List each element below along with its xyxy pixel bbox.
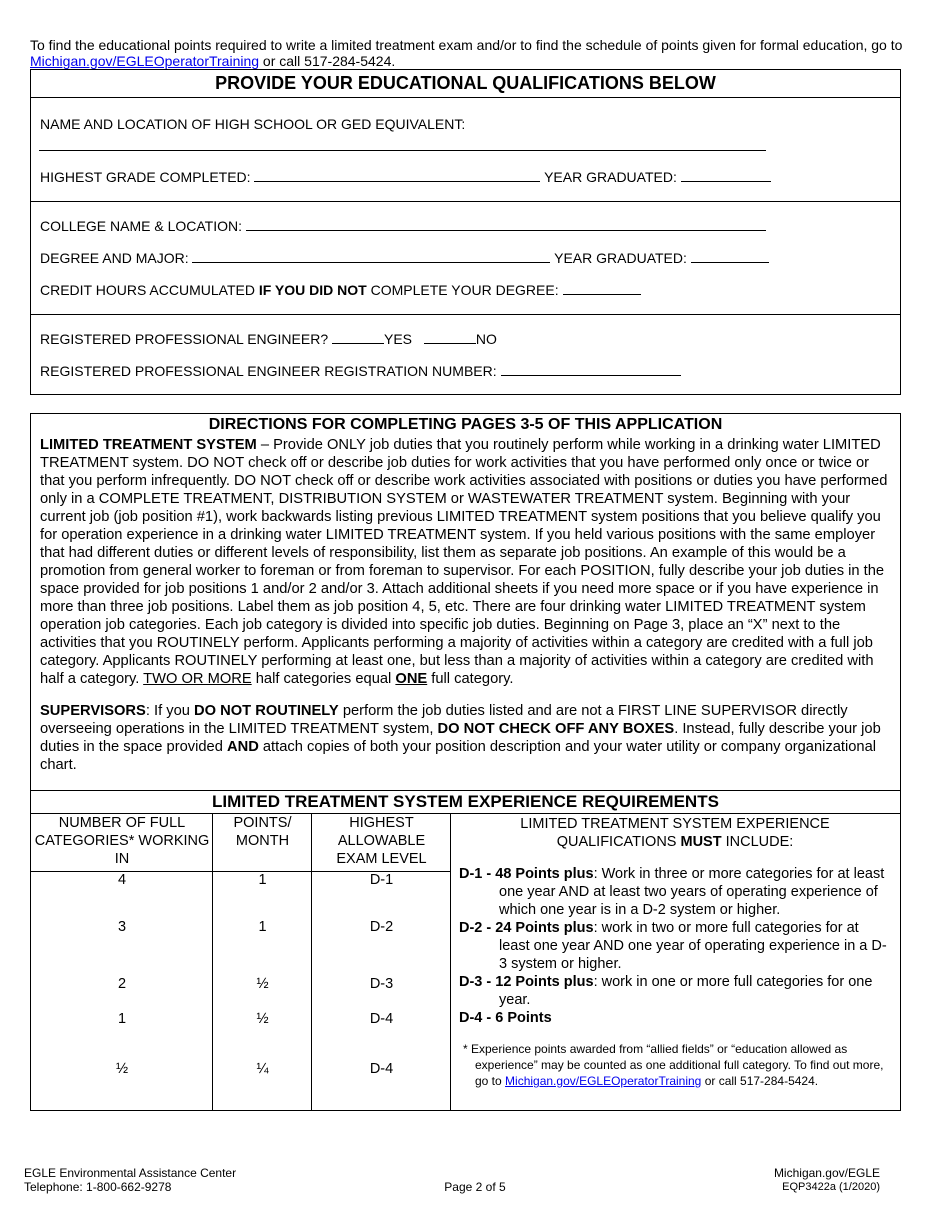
credit-hours-row	[40, 282, 641, 298]
supervisors-bold: SUPERVISORS	[40, 703, 146, 719]
row-4-points: ½	[256, 1011, 269, 1027]
pe-yes-field[interactable]	[332, 331, 384, 344]
year-graduated-field-2[interactable]	[691, 250, 769, 263]
year-graduated-label: YEAR GRADUATED:	[544, 169, 677, 185]
directions-title: DIRECTIONS FOR COMPLETING PAGES 3-5 OF THIS APPLICATION	[208, 416, 723, 433]
supervisors-text-4: attach copies of both your position description and your water utility or company organizational chart.	[40, 739, 877, 773]
directions-text-2: half categories equal	[251, 671, 396, 687]
highest-grade-label: HIGHEST GRADE COMPLETED:	[40, 169, 251, 185]
level-d3-text: : work in one or more full categories for one year.	[499, 974, 873, 1008]
directions-paragraph-limited-treatment	[40, 436, 892, 688]
credit-hours-label-end: COMPLETE YOUR DEGREE:	[366, 282, 559, 298]
footer-form-number: EQP3422a (1/2020)	[782, 1181, 880, 1193]
footer-telephone: Telephone: 1-800-662-9278	[24, 1180, 172, 1194]
divider	[31, 201, 900, 202]
level-d2	[459, 919, 891, 973]
level-d1-text: : Work in three or more categories for at least one year AND at least two years of operating experience of which one year is in a D-2 system or higher.	[499, 866, 885, 918]
year-graduated-field[interactable]	[681, 169, 771, 182]
pe-number-field[interactable]	[501, 363, 681, 376]
row-1-level: D-1	[369, 872, 394, 888]
directions-paragraph-supervisors	[40, 702, 892, 774]
degree-field[interactable]	[192, 250, 550, 263]
directions-body	[40, 436, 892, 788]
directions-text-3: full category.	[427, 671, 514, 687]
level-d2-text: : work in two or more full categories for at least one year AND one year of operating experience in a D-3 system or higher.	[499, 920, 887, 972]
level-d1	[459, 865, 891, 919]
pe-row	[40, 331, 497, 347]
qualifications-header-text: LIMITED TREATMENT SYSTEM EXPERIENCE QUALIFICATIONS	[520, 816, 830, 850]
row-3-level: D-3	[369, 976, 394, 992]
pe-number-row	[40, 363, 681, 379]
row-2-categories: 3	[117, 919, 127, 935]
requirements-title: LIMITED TREATMENT SYSTEM EXPERIENCE REQUIREMENTS	[31, 790, 900, 814]
must-bold: MUST	[680, 834, 722, 850]
qualifications-title: PROVIDE YOUR EDUCATIONAL QUALIFICATIONS BELOW	[31, 70, 900, 98]
level-d2-bold: D-2 - 24 Points plus	[459, 920, 594, 936]
intro-text-before: To find the educational points required to write a limited treatment exam and/or to find the schedule of points given for formal education, go to	[30, 37, 903, 53]
header-categories: NUMBER OF FULL CATEGORIES* WORKING IN	[34, 815, 210, 867]
row-2-level: D-2	[369, 919, 394, 935]
intro-text-after: or call 517-284-5424.	[259, 53, 396, 69]
row-3-points: ½	[256, 976, 269, 992]
footer-agency: EGLE Environmental Assistance Center	[24, 1166, 237, 1180]
college-field[interactable]	[246, 218, 766, 231]
high-school-field[interactable]	[39, 150, 766, 151]
level-d4-bold: D-4 - 6 Points	[459, 1010, 552, 1026]
one-bold-underline: ONE	[395, 671, 428, 687]
pe-number-label: REGISTERED PROFESSIONAL ENGINEER REGISTRATION NUMBER:	[40, 363, 497, 379]
level-d3-bold: D-3 - 12 Points plus	[459, 974, 594, 990]
footer-website: Michigan.gov/EGLE	[773, 1166, 880, 1180]
row-1-points: 1	[258, 872, 267, 888]
high-school-label: NAME AND LOCATION OF HIGH SCHOOL OR GED EQUIVALENT:	[40, 116, 466, 132]
footnote-text: * Experience points awarded from “allied fields” or “education allowed as experience” may be counted as one additional full category. To find out more, go to	[463, 1042, 884, 1088]
pe-label: REGISTERED PROFESSIONAL ENGINEER?	[40, 331, 329, 347]
row-5-level: D-4	[369, 1061, 394, 1077]
supervisors-text-3: . Instead, fully describe your job duties in the space provided	[40, 721, 881, 755]
credit-hours-label: CREDIT HOURS ACCUMULATED	[40, 282, 259, 298]
college-row	[40, 218, 766, 234]
footnote-text-end: or call 517-284-5424.	[701, 1074, 819, 1088]
and-bold: AND	[226, 739, 259, 755]
degree-label: DEGREE AND MAJOR:	[40, 250, 189, 266]
footer-page-number: Page 2 of 5	[444, 1180, 506, 1194]
level-d3	[459, 973, 891, 1009]
year-graduated-label-2: YEAR GRADUATED:	[554, 250, 687, 266]
level-d1-bold: D-1 - 48 Points plus	[459, 866, 594, 882]
row-5-categories: ½	[115, 1061, 129, 1077]
qualifications-column	[459, 814, 891, 1089]
directions-box	[30, 413, 901, 1111]
highest-grade-field[interactable]	[254, 169, 540, 182]
row-2-points: 1	[258, 919, 267, 935]
header-points: POINTS/ MONTH	[233, 815, 292, 849]
divider	[31, 314, 900, 315]
footnote-link[interactable]: Michigan.gov/EGLEOperatorTraining	[505, 1074, 702, 1088]
intro-text	[30, 37, 915, 69]
credit-hours-bold: IF YOU DID NOT	[258, 282, 367, 298]
pe-no-field[interactable]	[424, 331, 476, 344]
highest-grade-row	[40, 169, 771, 185]
degree-row	[40, 250, 769, 266]
college-label: COLLEGE NAME & LOCATION:	[40, 218, 243, 234]
supervisors-text-1: : If you	[145, 703, 195, 719]
two-or-more-underline: TWO OR MORE	[143, 671, 252, 687]
level-d4	[459, 1009, 891, 1027]
supervisors-text-2: perform the job duties listed and are not a FIRST LINE SUPERVISOR directly overseeing operations in the LIMITED TREATMENT system,	[40, 703, 848, 737]
row-1-categories: 4	[117, 872, 127, 888]
row-4-level: D-4	[369, 1011, 394, 1027]
directions-text: – Provide ONLY job duties that you routinely perform while working in a drinking water LIMITED TREATMENT system. DO NOT check off or describe job duties for work activities that you have performed only once or twice or that you perform infrequently. DO NOT check off or describe work activities associated with positions or duties you have performed only in a COMPLETE TREATMENT, DISTRIBUTION SYSTEM or WASTEWATER TREATMENT system. Beginning with your current job (job position #1), work backwards listing previous LIMITED TREATMENT system positions that you believe qualify you for operation experience in a drinking water LIMITED TREATMENT system. If you held various positions with the same employer that had different duties or different levels of responsibility, list them as separate job positions. An example of this would be a promotion from general worker to foreman or from foreman to supervisor. For each POSITION, fully describe your job duties in the space provided for job positions 1 and/or 2 and/or 3. Attach additional sheets if you need more space or if you have experience in more than three job positions. Label them as job position 4, 5, etc. There are four drinking water LIMITED TREATMENT system operation job categories. Each job category is divided into specific job duties. Beginning on Page 3, place an “X” next to the activities that you ROUTINELY perform. Applicants performing a majority of activities within a category are credited with a full job category. Applicants ROUTINELY performing at least one, but less than a majority of activities within a category are credited with half a category.	[40, 437, 888, 687]
operator-training-link[interactable]: Michigan.gov/EGLEOperatorTraining	[30, 53, 260, 69]
header-level: HIGHEST ALLOWABLE EXAM LEVEL	[336, 815, 427, 867]
row-3-categories: 2	[117, 976, 127, 992]
do-not-routinely-bold: DO NOT ROUTINELY	[194, 703, 339, 719]
limited-treatment-bold: LIMITED TREATMENT SYSTEM	[40, 437, 257, 453]
pe-no-label: NO	[475, 331, 497, 347]
pe-yes-label: YES	[384, 331, 413, 347]
footnote	[459, 1041, 891, 1089]
requirements-table	[31, 814, 900, 1111]
educational-qualifications-box	[30, 69, 901, 395]
footer-right	[774, 1166, 880, 1194]
qualifications-header-end: INCLUDE:	[721, 834, 794, 850]
row-4-categories: 1	[117, 1011, 127, 1027]
qualifications-header	[459, 815, 891, 851]
row-5-points: ¼	[256, 1061, 269, 1077]
credit-hours-field[interactable]	[563, 282, 641, 295]
do-not-check-bold: DO NOT CHECK OFF ANY BOXES	[437, 721, 675, 737]
